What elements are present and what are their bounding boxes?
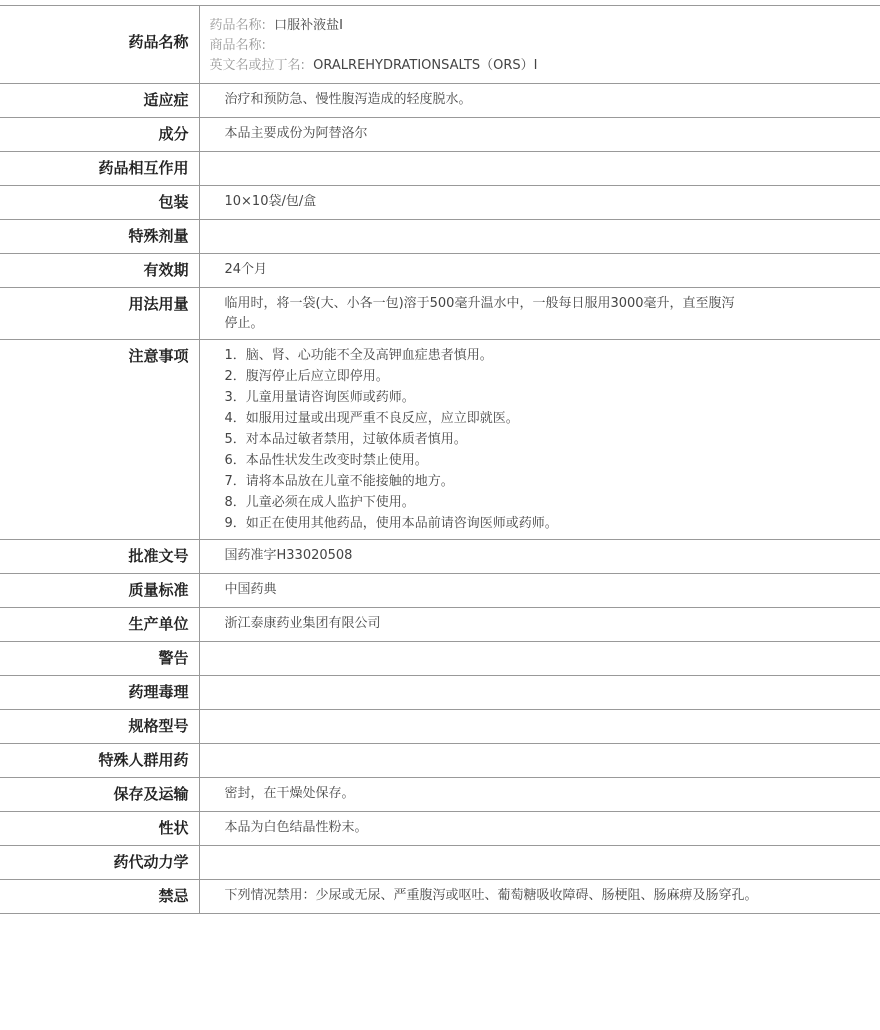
row-value bbox=[199, 6, 880, 84]
row-value: 密封，在干燥处保存。 bbox=[224, 786, 355, 801]
row-label: 警告 bbox=[0, 642, 199, 676]
list-item: 4．如服用过量或出现严重不良反应，应立即就医。 bbox=[224, 411, 519, 426]
row-label: 包装 bbox=[0, 186, 199, 220]
list-item: 6．本品性状发生改变时禁止使用。 bbox=[224, 453, 428, 468]
drug-name-line bbox=[210, 16, 871, 36]
drug-name-value: 口服补液盐I bbox=[274, 18, 343, 33]
row-label: 禁忌 bbox=[0, 880, 199, 914]
row-label: 批准文号 bbox=[0, 540, 199, 574]
row-dosage bbox=[0, 288, 880, 340]
row-label: 特殊剂量 bbox=[0, 220, 199, 254]
row-label: 质量标准 bbox=[0, 574, 199, 608]
row-label: 成分 bbox=[0, 118, 199, 152]
list-item: 2．腹泻停止后应立即停用。 bbox=[224, 369, 389, 384]
row-label: 用法用量 bbox=[0, 288, 199, 340]
row-indications bbox=[0, 84, 880, 118]
row-value bbox=[199, 744, 880, 778]
row-label: 有效期 bbox=[0, 254, 199, 288]
row-special-dosage bbox=[0, 220, 880, 254]
english-name-line bbox=[210, 56, 871, 76]
row-value: 治疗和预防急、慢性腹泻造成的轻度脱水。 bbox=[224, 92, 472, 107]
row-value: 浙江泰康药业集团有限公司 bbox=[224, 616, 381, 631]
row-contraindications bbox=[0, 880, 880, 914]
row-ingredients bbox=[0, 118, 880, 152]
row-value: 国药准字H33020508 bbox=[224, 548, 353, 563]
row-value bbox=[199, 340, 880, 540]
row-value: 10×10袋/包/盒 bbox=[224, 194, 317, 209]
row-quality-standard bbox=[0, 574, 880, 608]
english-name-key: 英文名或拉丁名: bbox=[209, 58, 305, 73]
row-label: 适应症 bbox=[0, 84, 199, 118]
row-special-populations bbox=[0, 744, 880, 778]
row-value bbox=[199, 642, 880, 676]
list-item: 7．请将本品放在儿童不能接触的地方。 bbox=[224, 474, 454, 489]
row-value: 中国药典 bbox=[224, 582, 277, 597]
row-label: 药品相互作用 bbox=[0, 152, 199, 186]
row-label: 特殊人群用药 bbox=[0, 744, 199, 778]
row-manufacturer bbox=[0, 608, 880, 642]
row-package bbox=[0, 186, 880, 220]
row-appearance bbox=[0, 812, 880, 846]
list-item: 5．对本品过敏者禁用，过敏体质者慎用。 bbox=[224, 432, 467, 447]
drug-info-table bbox=[0, 5, 880, 914]
row-value bbox=[199, 676, 880, 710]
trade-name-key: 商品名称: bbox=[209, 38, 266, 53]
row-label: 药品名称 bbox=[0, 6, 199, 84]
row-shelf-life bbox=[0, 254, 880, 288]
row-value: 本品为白色结晶性粉末。 bbox=[224, 820, 368, 835]
list-item: 9．如正在使用其他药品，使用本品前请咨询医师或药师。 bbox=[224, 516, 558, 531]
row-value bbox=[199, 846, 880, 880]
row-label: 注意事项 bbox=[0, 340, 199, 540]
row-approval-number bbox=[0, 540, 880, 574]
row-value: 24个月 bbox=[224, 262, 268, 277]
drug-name-key: 药品名称: bbox=[209, 18, 266, 33]
english-name-value: ORALREHYDRATIONSALTS（ORS）I bbox=[313, 58, 538, 73]
row-value: 本品主要成份为阿替洛尔 bbox=[224, 126, 368, 141]
row-value bbox=[199, 710, 880, 744]
row-pharmacology bbox=[0, 676, 880, 710]
row-value bbox=[199, 152, 880, 186]
row-interactions bbox=[0, 152, 880, 186]
row-storage bbox=[0, 778, 880, 812]
row-value: 下列情况禁用：少尿或无尿、严重腹泻或呕吐、葡萄糖吸收障碍、肠梗阻、肠麻痹及肠穿孔。 bbox=[224, 888, 758, 903]
row-pharmacokinetics bbox=[0, 846, 880, 880]
row-label: 规格型号 bbox=[0, 710, 199, 744]
row-label: 药代动力学 bbox=[0, 846, 199, 880]
row-label: 生产单位 bbox=[0, 608, 199, 642]
row-value: 临用时，将一袋(大、小各一包)溶于500毫升温水中，一般每日服用3000毫升，直至腹泻停止。 bbox=[224, 296, 735, 331]
row-label: 药理毒理 bbox=[0, 676, 199, 710]
list-item: 3．儿童用量请咨询医师或药师。 bbox=[224, 390, 415, 405]
row-label: 性状 bbox=[0, 812, 199, 846]
row-drug-name bbox=[0, 6, 880, 84]
row-value bbox=[199, 220, 880, 254]
list-item: 1．脑、肾、心功能不全及高钾血症患者慎用。 bbox=[224, 348, 493, 363]
row-specification bbox=[0, 710, 880, 744]
list-item: 8．儿童必须在成人监护下使用。 bbox=[224, 495, 415, 510]
row-precautions bbox=[0, 340, 880, 540]
drug-info-sheet bbox=[0, 5, 880, 914]
row-warning bbox=[0, 642, 880, 676]
trade-name-line bbox=[210, 36, 871, 56]
row-label: 保存及运输 bbox=[0, 778, 199, 812]
